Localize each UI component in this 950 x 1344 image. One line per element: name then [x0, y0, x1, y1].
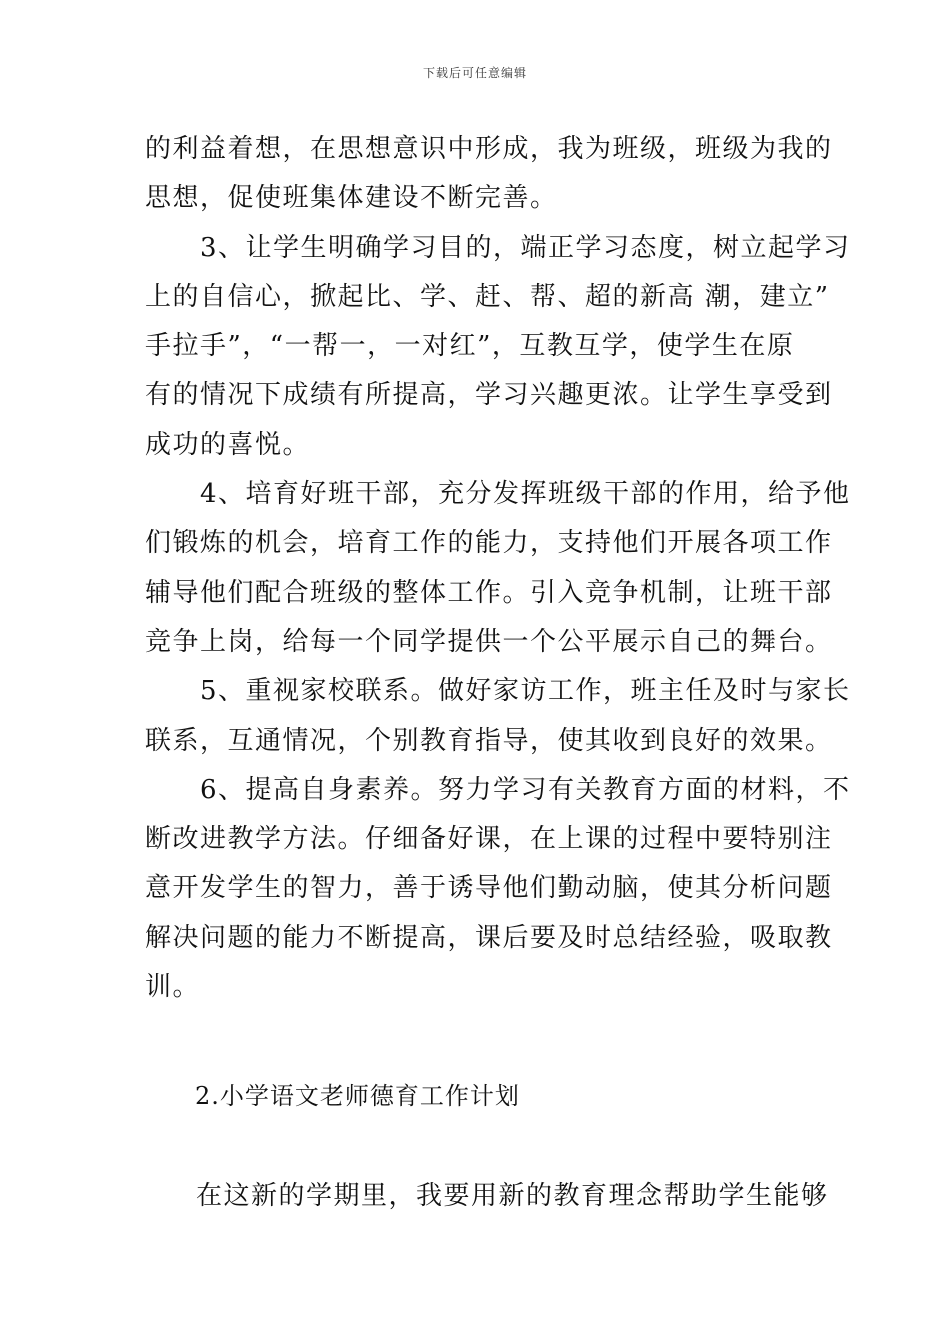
text-line: 的利益着想，在思想意识中形成，我为班级，班级为我的	[145, 134, 833, 164]
text-line: 5、重视家校联系。做好家访工作，班主任及时与家长	[145, 676, 851, 707]
body-text	[145, 125, 851, 1012]
text-line: 上的自信心，掀起比、学、赶、帮、超的新高 潮，建立”	[145, 281, 830, 312]
text-line: 解决问题的能力不断提高，课后要及时总结经验，吸取教	[145, 922, 833, 953]
page-header: 下载后可任意编辑	[422, 66, 527, 80]
text-line: 4、培育好班干部，充分发挥班级干部的作用，给予他	[145, 479, 851, 510]
text-line: 们锻炼的机会，培育工作的能力，支持他们开展各项工作	[145, 528, 833, 559]
text-line: 3、让学生明确学习目的，端正学习态度，树立起学习	[145, 232, 851, 263]
paragraph-start: 在这新的学期里，我要用新的教育理念帮助学生能够	[196, 1181, 829, 1211]
text-line: 6、提高自身素养。努力学习有关教育方面的材料，不	[145, 774, 851, 805]
text-line: 思想，促使班集体建设不断完善。	[145, 183, 558, 214]
text-line: 成功的喜悦。	[145, 429, 311, 460]
text-line: 手拉手”，“一帮一，一对红”，互教互学，使学生在原	[145, 331, 795, 362]
text-line: 辅导他们配合班级的整体工作。引入竞争机制，让班干部	[145, 577, 833, 608]
text-line: 断改进教学方法。仔细备好课，在上课的过程中要特别注	[145, 824, 833, 855]
text-line: 训。	[145, 972, 201, 1003]
section-heading: 2.小学语文老师德育工作计划	[195, 1082, 520, 1110]
text-line: 有的情况下成绩有所提高，学习兴趣更浓。让学生享受到	[145, 380, 833, 411]
text-line: 意开发学生的智力，善于诱导他们勤动脑，使其分析问题	[145, 873, 833, 904]
text-line: 竞争上岗，给每一个同学提供一个公平展示自己的舞台。	[145, 626, 833, 657]
text-line: 联系，互通情况，个别教育指导，使其收到良好的效果。	[145, 725, 833, 756]
